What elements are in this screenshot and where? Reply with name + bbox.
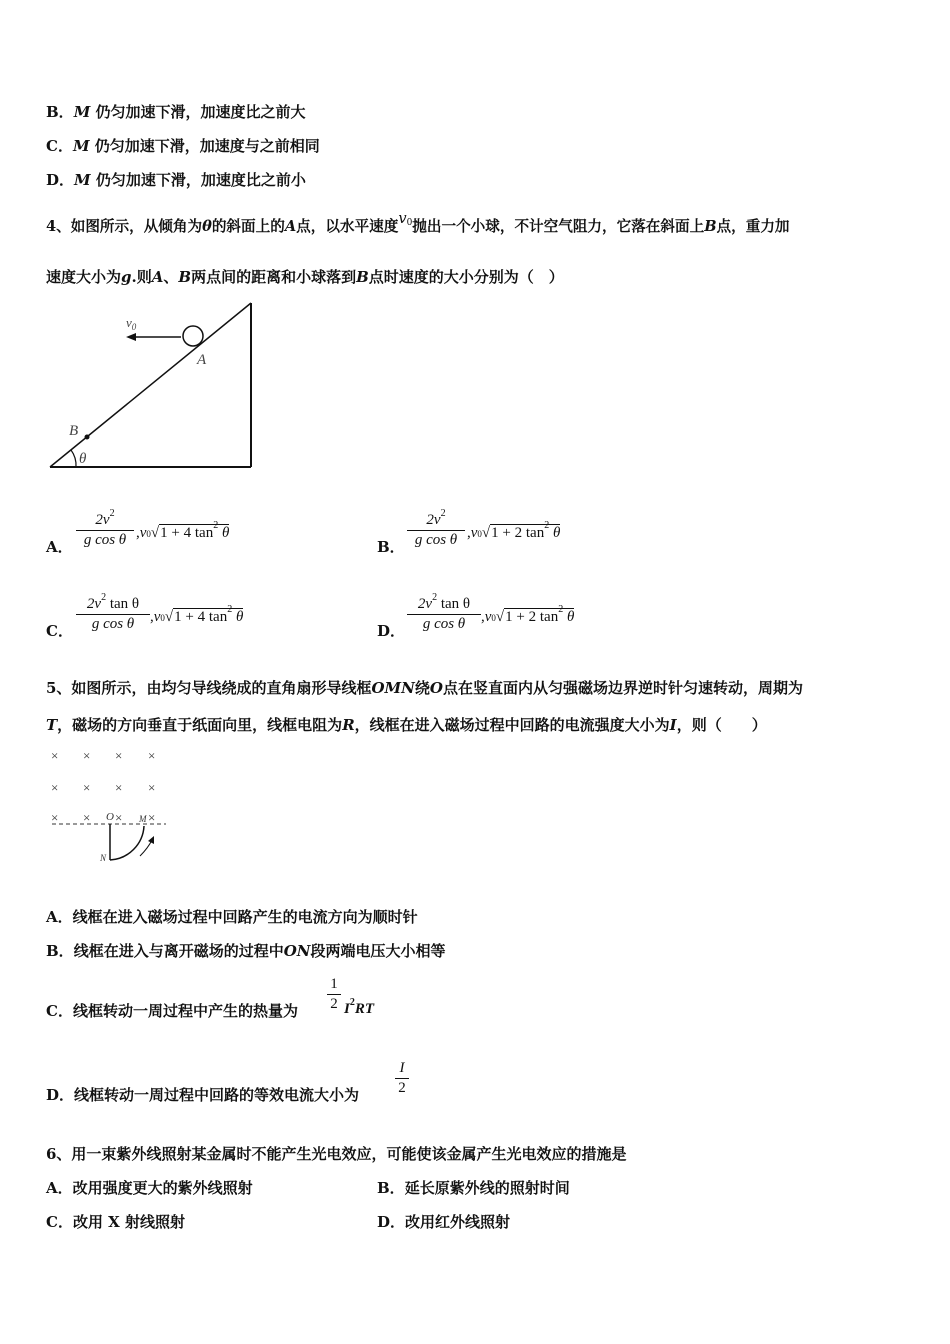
arrow-head	[126, 333, 136, 341]
q6-option-d: D．改用红外线照射	[377, 1213, 511, 1231]
q5-option-c-fraction: 1 2	[327, 976, 341, 1013]
q5-option-c: C．线框转动一周过程中产生的热量为	[46, 1002, 298, 1020]
q4-option-d-fraction: $2v^2$ tan θ g cos θ	[407, 596, 481, 633]
q4-option-c-fraction: $2v^2$ tan θ g cos θ	[76, 596, 150, 633]
frame-arc	[110, 826, 144, 860]
q4-option-b-label: B．	[377, 538, 405, 556]
q3-option-d: D．M 仍匀加速下滑，加速度比之前小	[46, 171, 306, 189]
q3-option-c: C．M 仍匀加速下滑，加速度与之前相同	[46, 137, 320, 155]
q5-stem-line1: 5、如图所示，由均匀导线绕成的直角扇形导线框OMN绕O点在竖直面内从匀强磁场边界逆时针匀速转动，周期为	[46, 679, 803, 697]
svg-text:×: ×	[148, 748, 156, 763]
angle-arc	[71, 450, 76, 467]
q6-option-c: C．改用 X 射线照射	[46, 1213, 186, 1231]
q4-option-d-label: D．	[377, 622, 406, 640]
svg-text:×: ×	[115, 748, 123, 763]
q4-option-a-fraction: $2v^2$ g cos θ	[76, 512, 134, 549]
q4-option-c-speed: ,v0√1 + 4 $\tan^2 \theta$	[150, 604, 244, 625]
magnetic-field-figure	[44, 742, 174, 872]
fig-v0-label: $v_0$	[126, 315, 137, 332]
svg-text:×: ×	[83, 748, 91, 763]
q3-option-b: B．M 仍匀加速下滑，加速度比之前大	[46, 103, 306, 121]
q4-option-c-label: C．	[46, 622, 73, 640]
fig-point-n: N	[100, 853, 107, 863]
q5-option-b: B．线框在进入与离开磁场的过程中ON段两端电压大小相等	[46, 942, 446, 960]
q4-stem-line2: 速度大小为g.则A、B两点间的距离和小球落到B点时速度的大小分别为（ ）	[46, 268, 564, 286]
svg-text:×: ×	[148, 780, 156, 795]
svg-text:×: ×	[148, 810, 156, 825]
fig-point-m: M	[139, 814, 147, 824]
fig-point-o: O	[106, 811, 114, 823]
q4-option-a-label: A．	[46, 538, 73, 556]
q4-option-a-speed: ,v0√1 + 4 $\tan^2 \theta$	[136, 520, 230, 541]
q5-option-a: A．线框在进入磁场过程中回路产生的电流方向为顺时针	[46, 908, 418, 926]
fig-point-b-dot	[85, 435, 90, 440]
fig-point-b: B	[69, 423, 79, 439]
svg-text:×: ×	[115, 780, 123, 795]
svg-text:×: ×	[51, 748, 59, 763]
q6-option-b: B．延长原紫外线的照射时间	[377, 1179, 570, 1197]
svg-text:×: ×	[51, 780, 59, 795]
q4-stem-line1: 4、如图所示，从倾角为θ的斜面上的A点，以水平速度$v^0$抛出一个小球，不计空气阻力，它落在斜面上B点，重力加	[46, 210, 790, 235]
q4-option-b-fraction: $2v^2$ g cos θ	[407, 512, 465, 549]
q5-option-d: D．线框转动一周过程中回路的等效电流大小为	[46, 1086, 360, 1104]
fig-point-a: A	[197, 352, 207, 368]
q6-stem: 6、用一束紫外线照射某金属时不能产生光电效应，可能使该金属产生光电效应的措施是	[46, 1145, 627, 1163]
ball	[183, 326, 203, 346]
svg-text:×: ×	[83, 780, 91, 795]
q5-option-c-tail: $I^2RT$	[344, 997, 375, 1017]
rotation-arrow	[140, 840, 152, 856]
q4-option-b-speed: ,v0√1 + 2 $\tan^2 \theta$	[467, 520, 561, 541]
fig-theta: θ	[79, 451, 87, 467]
svg-text:×: ×	[115, 810, 123, 825]
q5-stem-line2: T，磁场的方向垂直于纸面向里，线框电阻为R，线框在进入磁场过程中回路的电流强度大小为I，则（ ）	[46, 716, 767, 734]
svg-text:×: ×	[83, 810, 91, 825]
q5-option-d-fraction: I 2	[395, 1060, 409, 1097]
incline-slope	[50, 303, 251, 467]
q6-option-a: A．改用强度更大的紫外线照射	[46, 1179, 253, 1197]
incline-figure	[40, 300, 270, 475]
q4-option-d-speed: ,v0√1 + 2 $\tan^2 \theta$	[481, 604, 575, 625]
svg-text:×: ×	[51, 810, 59, 825]
